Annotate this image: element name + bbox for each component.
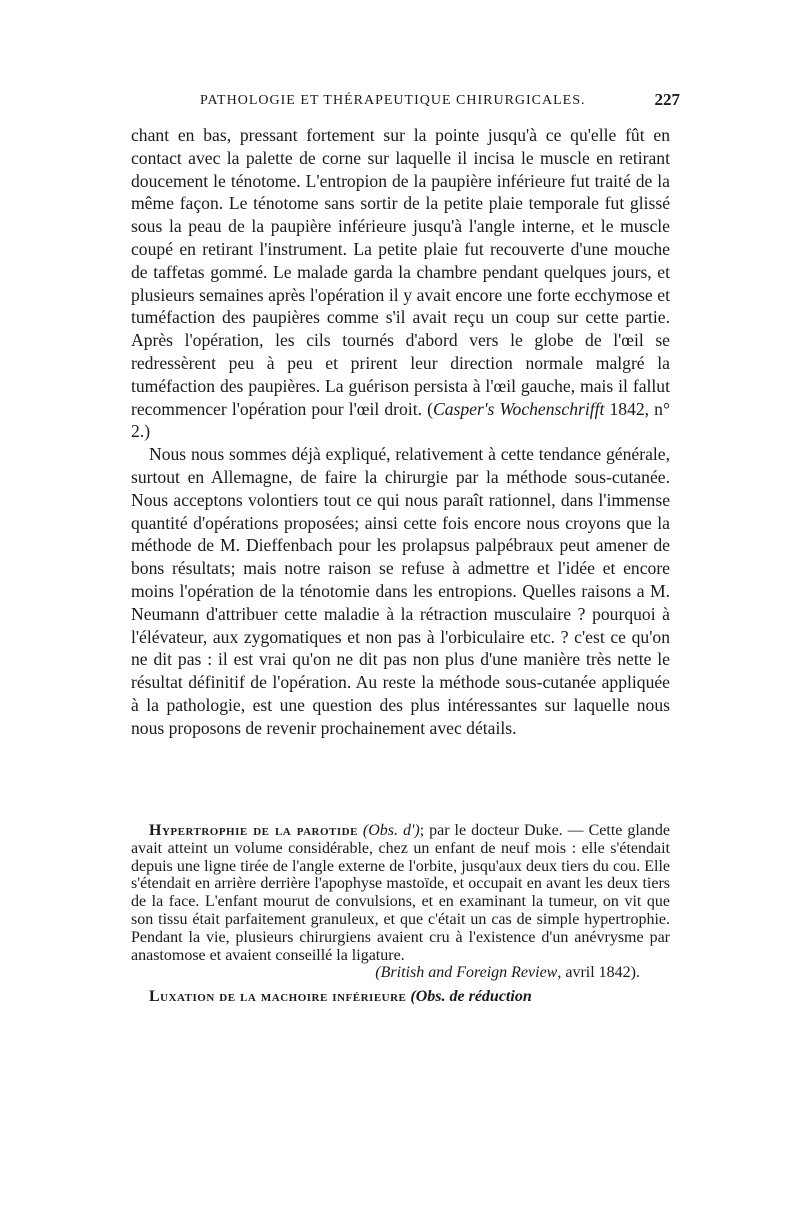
abstract-entry-parotide (131, 822, 670, 964)
paragraph-1-source-date: 1842, n° 2.) (131, 398, 670, 442)
running-head-title: PATHOLOGIE ET THÉRAPEUTIQUE CHIRURGICALES. (200, 93, 586, 108)
paragraph-1-source: Casper's Wochenschrifft (432, 398, 605, 419)
abstract-title: Hypertrophie de la parotide (149, 822, 358, 839)
paragraph-2: Nous nous sommes déjà expliqué, relativement à cette tendance générale, surtout en Allemagne, de faire la chirurgie par la méthode sous-cutanée. Nous acceptons volontiers tout ce qui nous paraît rationnel, dans l'immense quantité d'opérations proposées; ainsi cette fois encore nous croyons que la méthode de M. Dieffenbach pour les prolapsus palpébraux peut amener de bons résultats; mais notre raison se refuse à admettre et l'idée et encore moins l'opération de la ténotomie dans les entropions. Quelles raisons a M. Neumann d'attribuer cette maladie à la rétraction musculaire ? pourquoi à l'élévateur, aux zygomatiques et non pas à l'orbiculaire etc. ? c'est ce qu'on ne dit pas : il est vrai qu'on ne dit pas non plus d'une manière très nette le résultat définitif de l'opération. Au reste la méthode sous-cutanée appliquée à la pathologie, est une question des plus intéressantes sur laquelle nous nous proposons de revenir prochainement avec détails. (131, 444, 670, 738)
abstract-title-2: Luxation de la machoire inférieure (149, 988, 407, 1006)
page-number: 227 (654, 90, 680, 109)
abstract-body: — Cette glande avait atteint un volume considérable, chez un enfant de neuf mois : elle s'étendait depuis une ligne tirée de l'angle externe de l'orbite, jusqu'aux deux tiers du cou. Elle s'étendait en arrière derrière l'apophyse mastoïde, et occupait en avant les deux tiers de la face. L'enfant mourut de convulsions, et en examinant la tumeur, on vit que son tissu était parfaitement granuleux, et que c'était un cas de simple hypertrophie. Pendant la vie, plusieurs chirurgiens avaient cru à l'existence d'un anévrysme par anastomose et avaient conseillé la ligature. (131, 822, 671, 964)
abstracts-section (131, 822, 670, 1006)
main-text (131, 124, 670, 740)
abstract-entry-luxation (131, 988, 670, 1006)
abstract-citation (131, 964, 670, 982)
abstract-obs-2: (Obs. de réduction (410, 988, 532, 1006)
abstract-citation-date: , avril 1842). (557, 964, 640, 982)
paragraph-1 (131, 124, 670, 443)
abstract-citation-source: (British and Foreign Review (375, 964, 558, 982)
paragraph-1-text: chant en bas, pressant fortement sur la pointe jusqu'à ce qu'elle fût en contact avec la palette de corne sur laquelle il incisa le muscle en retirant doucement le ténotome. L'entropion de la paupière inférieure fut traité de la même façon. Le ténotome sans sortir de la petite plaie temporale fut glissé sous la peau de la paupière inférieure jusqu'à l'angle interne, et le muscle coupé en retirant l'instrument. La petite plaie fut recouverte d'une mouche de taffetas gommé. Le malade garda la chambre pendant quelques jours, et plusieurs semaines après l'opération il y avait encore une forte ecchymose et tuméfaction des paupières comme s'il avait reçu un coup sur cette partie. Après l'opération, les cils tournés d'abord vers le globe de l'œil se redressèrent peu à peu et prirent leur direction normale malgré la tuméfaction des paupières. La guérison persista à l'œil gauche, mais il fallut recommencer l'opération pour l'œil droit. ( (131, 125, 670, 419)
running-head (200, 90, 680, 113)
abstract-obs: (Obs. d') (362, 822, 420, 839)
abstract-author: ; par le docteur Duke. (419, 822, 563, 839)
